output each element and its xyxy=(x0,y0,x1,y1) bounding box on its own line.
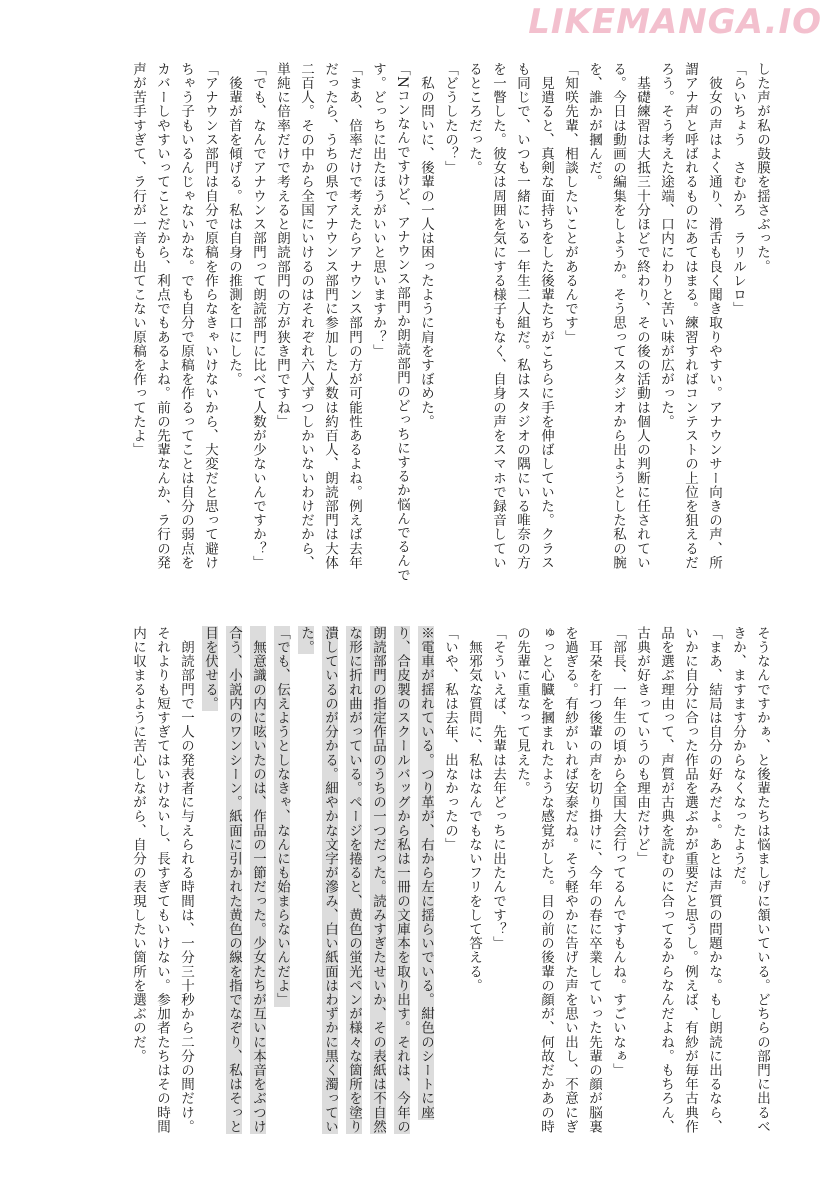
paragraph: 「そういえば、先輩は去年どっちに出たんです？」 xyxy=(490,626,506,951)
paragraph: 「知咲先輩、相談したいことがあるんです」 xyxy=(562,62,578,344)
paragraph: そうなんですかぁ、と後輩たちは悩ましげに頷いている。どちらの部門に出るべきか、ますます分からなくなったようだ。 xyxy=(730,626,770,1134)
paragraph: 「どうしたの？」 xyxy=(442,62,458,175)
paragraph: 後輩が首を傾げる。私は自身の推測を口にした。 xyxy=(226,62,242,387)
paragraph: 「でも、なんでアナウンス部門って朗読部門に比べて人数が少ないんですか？」 xyxy=(250,62,266,570)
paragraph: 見遣ると、真剣な面持ちをした後輩たちがこちらに手を伸ばしていた。クラスも同じで、いつも一緒にいる一年生二人組だ。私はスタジオの隅にいる唯奈の方を一瞥した。彼女は周囲を気にする様子もなく、自身の声をスマホで録音しているところだった。 xyxy=(466,62,554,570)
paragraph: 「Nコンなんですけど、アナウンス部門か朗読部門のどっちにするか悩んでるんです。どっちに出たほうがいいと思いますか？」 xyxy=(370,62,410,583)
paragraph: 朗読部門で一人の発表者に与えられる時間は、一分三十秒から二分の間だけ。それよりも短すぎてはいけないし、長すぎてもいけない。参加者たちはその時間内に収まるように苦心しながら、自分の表現したい箇所を選ぶのだ。 xyxy=(130,626,194,1134)
highlighted-text: 「でも、伝えようとしなきゃ、なんにも始まらないんだよ」 xyxy=(274,626,290,1007)
highlighted-passage xyxy=(294,626,438,1146)
paragraph: 無邪気な質問に、私はなんでもないフリをして答える。 xyxy=(466,626,482,993)
highlighted-passage xyxy=(198,626,270,1146)
paragraph: 「アナウンス部門は自分で原稿を作らなきゃいけないから、大変だと思って避けちゃう子もいるんじゃないかな。でも自分で原稿を作るってことは自分の弱点をカバーしやすいってことだから、利点でもあるよね。前の先輩なんか、ラ行の発声が苦手すぎて、ラ行が一音も出てこない原稿を作ってたよ」 xyxy=(130,62,218,570)
paragraph: 「らいちょう さむかろ ラリルレロ」 xyxy=(730,62,746,316)
top-text-block xyxy=(98,62,774,582)
paragraph: 私の問いに、後輩の一人は困ったように肩をすぼめた。 xyxy=(418,62,434,429)
paragraph: 「まあ、結局は自分の好みだよ。あとは声質の問題かな。もし朗読に出るなら、いかに自分に合った作品を選ぶかが重要だと思うし。例えば、有紗が毎年古典作品を選ぶ理由って、声質が古典を読むのに合ってるからなんだよね。もちろん、古典が好きっていうのも理由だけど」 xyxy=(634,626,722,1134)
highlighted-passage xyxy=(270,626,294,1146)
site-watermark: LIKEMANGA.IO xyxy=(528,2,822,42)
highlighted-text: ※電車が揺れている。つり革が、右から左に揺らいでいる。紺色のシートに座り、合皮製のスクールバッグから私は一冊の文庫本を取り出す。それは、今年の朗読部門の指定作品のうちの一つだった。読みすぎたせいか、その表紙は不自然な形に折れ曲がっている。ページを捲ると、黄色の蛍光ペンが様々な箇所を塗り潰しているのが分かる。細やかな文字が滲み、白い紙面はわずかに黒く濁っていた。 xyxy=(298,626,434,1134)
highlighted-text: 無意識の内に呟いたのは、作品の一節だった。少女たちが互いに本音をぶつけ合う、小説内のワンシーン。紙面に引かれた黄色の線を指でなぞり、私はそっと目を伏せる。 xyxy=(202,626,266,1134)
paragraph: 「まあ、倍率だけで考えたらアナウンス部門の方が可能性あるよね。例えば去年だったら、うちの県でアナウンス部門に参加した人数は約百人、朗読部門は大体二百人。その中から全国にいけるのはそれぞれ六人ずつしかいないわけだから、単純に倍率だけで考えると朗読部門の方が狭き門ですね」 xyxy=(274,62,362,570)
paragraph: 耳朶を打つ後輩の声を切り掛けに、今年の春に卒業していった先輩の顔が脳裏を過ぎる。有紗がいれば安泰だね。そう軽やかに告げた声を思い出し、不意にぎゅっと心臓を摑まれたような感覚がした。目の前の後輩の顔が、何故だかあの時の先輩に重なって見えた。 xyxy=(514,626,602,1134)
paragraph: 基礎練習は大抵三十分ほどで終わり、その後の活動は個人の判断に任されている。今日は動画の編集をしようか。そう思ってスタジオから出ようとした私の腕を、誰かが摑んだ。 xyxy=(586,62,650,570)
paragraph: 彼女の声はよく通り、滑舌も良く聞き取りやすい。アナウンサー向きの声、所謂アナ声と呼ばれるものにあてはまる。練習すればコンテストの上位を狙えるだろう。そう考えた途端、口内にわりと苦い味が広がった。 xyxy=(658,62,722,570)
paragraph: 「部長、一年生の頃から全国大会行ってるんですもんね。すごいなぁ」 xyxy=(610,626,626,1078)
paragraph: した声が私の鼓膜を揺さぶった。 xyxy=(754,62,770,274)
bottom-text-block xyxy=(98,626,774,1146)
paragraph: 「いや、私は去年、出なかったの」 xyxy=(442,626,458,852)
